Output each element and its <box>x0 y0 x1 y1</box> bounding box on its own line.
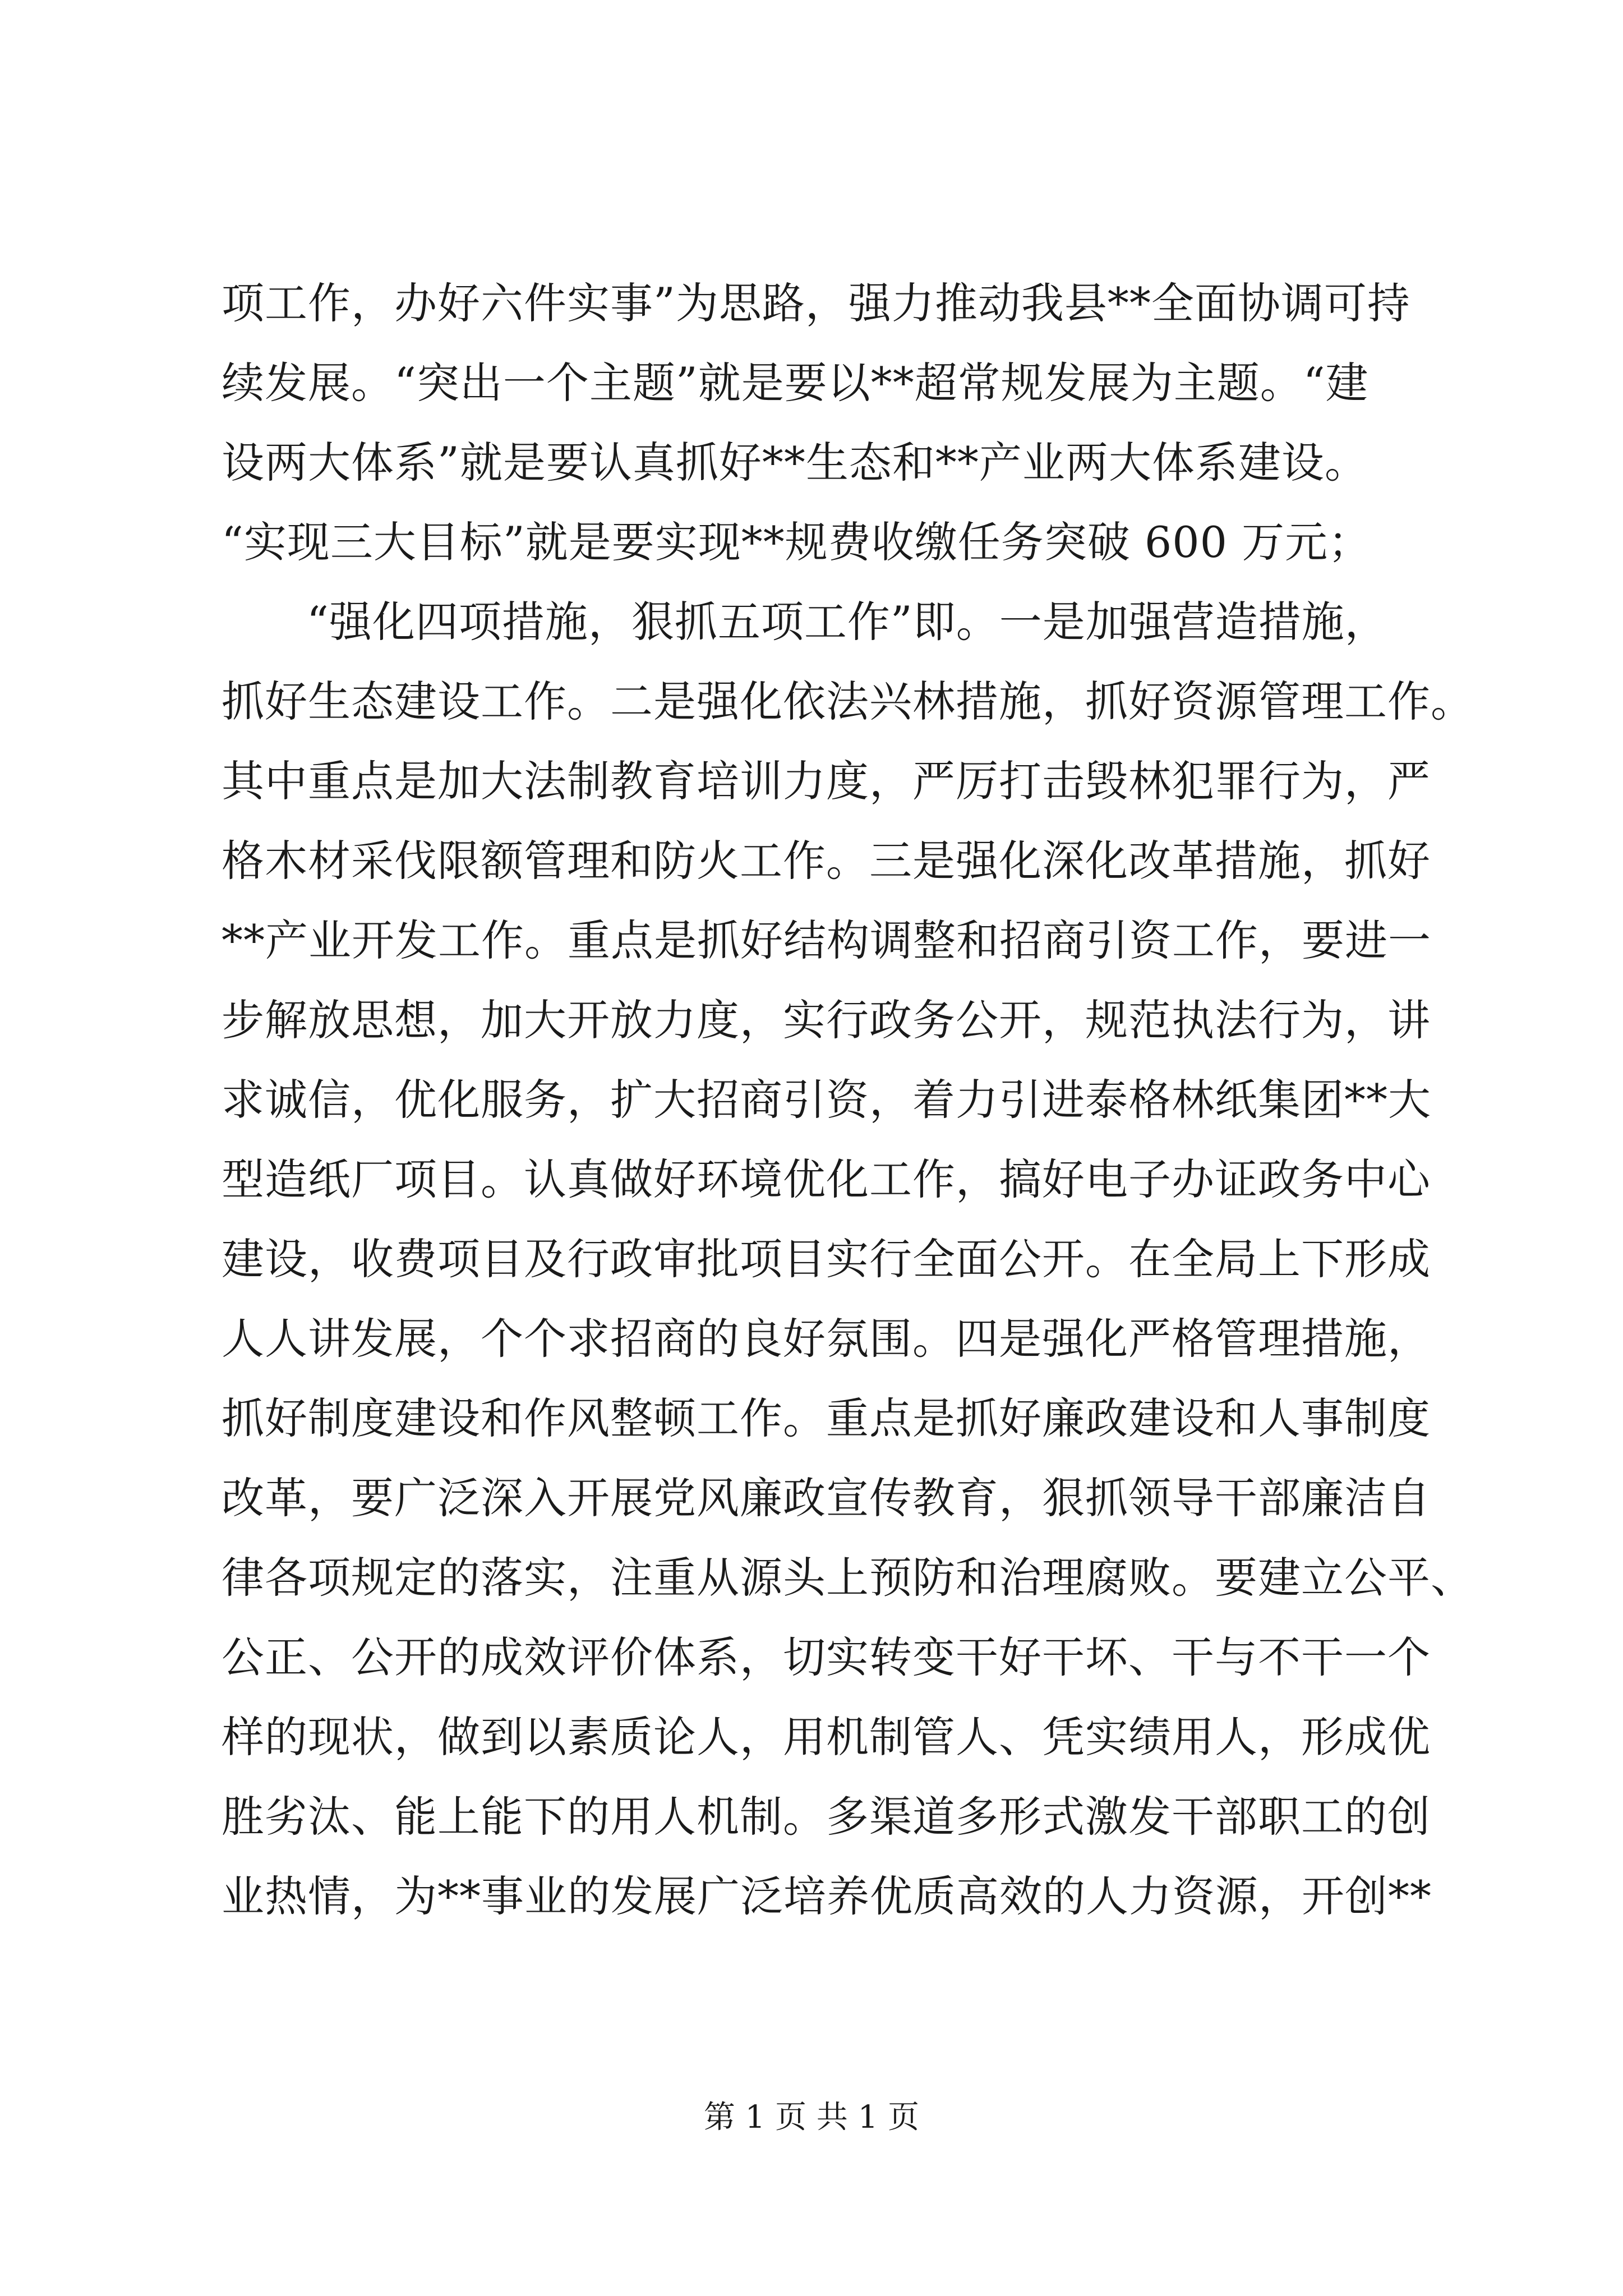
text-line: 公正、公开的成效评价体系，切实转变干好干坏、干与不干一个 <box>222 1632 1431 1682</box>
text-line: 人人讲发展，个个求招商的良好氛围。四是强化严格管理措施， <box>222 1314 1431 1364</box>
text-line: 项工作，办好六件实事”为思路，强力推动我县**全面协调可持 <box>222 278 1410 328</box>
text-line: 律各项规定的落实，注重从源头上预防和治理腐败。要建立公平、 <box>222 1553 1474 1603</box>
text-line: 型造纸厂项目。认真做好环境优化工作，搞好电子办证政务中心 <box>222 1154 1431 1204</box>
text-line: 抓好制度建设和作风整顿工作。重点是抓好廉政建设和人事制度 <box>222 1393 1431 1443</box>
text-line: 建设，收费项目及行政审批项目实行全面公开。在全局上下形成 <box>222 1234 1431 1284</box>
text-line: 业热情，为**事业的发展广泛培养优质高效的人力资源，开创** <box>222 1871 1432 1921</box>
text-line: 样的现状，做到以素质论人，用机制管人、凭实绩用人，形成优 <box>222 1712 1431 1762</box>
text-line: 设两大体系”就是要认真抓好**生态和**产业两大体系建设。 <box>222 438 1368 487</box>
text-line: 格木材采伐限额管理和防火工作。三是强化深化改革措施，抓好 <box>222 836 1431 886</box>
body-text <box>222 264 1474 1936</box>
text-line: **产业开发工作。重点是抓好结构调整和招商引资工作，要进一 <box>222 915 1431 965</box>
text-line: 改革，要广泛深入开展党风廉政宣传教育，狠抓领导干部廉洁自 <box>222 1473 1431 1523</box>
text-line: 步解放思想，加大开放力度，实行政务公开，规范执法行为，讲 <box>222 995 1431 1045</box>
text-line: 其中重点是加大法制教育培训力度，严厉打击毁林犯罪行为，严 <box>222 756 1431 806</box>
paragraph-first-line: “强化四项措施，狠抓五项工作”即。一是加强营造措施， <box>307 597 1388 647</box>
text-line: 续发展。“突出一个主题”就是要以**超常规发展为主题。“建 <box>222 358 1369 408</box>
page-number: 第 1 页 共 1 页 <box>703 2099 920 2136</box>
page-footer <box>0 2095 1623 2140</box>
text-line: 求诚信，优化服务，扩大招商引资，着力引进泰格林纸集团**大 <box>222 1075 1431 1125</box>
text-line: 抓好生态建设工作。二是强化依法兴林措施，抓好资源管理工作。 <box>222 677 1474 726</box>
text-line: “实现三大目标”就是要实现**规费收缴任务突破 600 万元； <box>222 517 1372 567</box>
text-line: 胜劣汰、能上能下的用人机制。多渠道多形式激发干部职工的创 <box>222 1792 1431 1842</box>
